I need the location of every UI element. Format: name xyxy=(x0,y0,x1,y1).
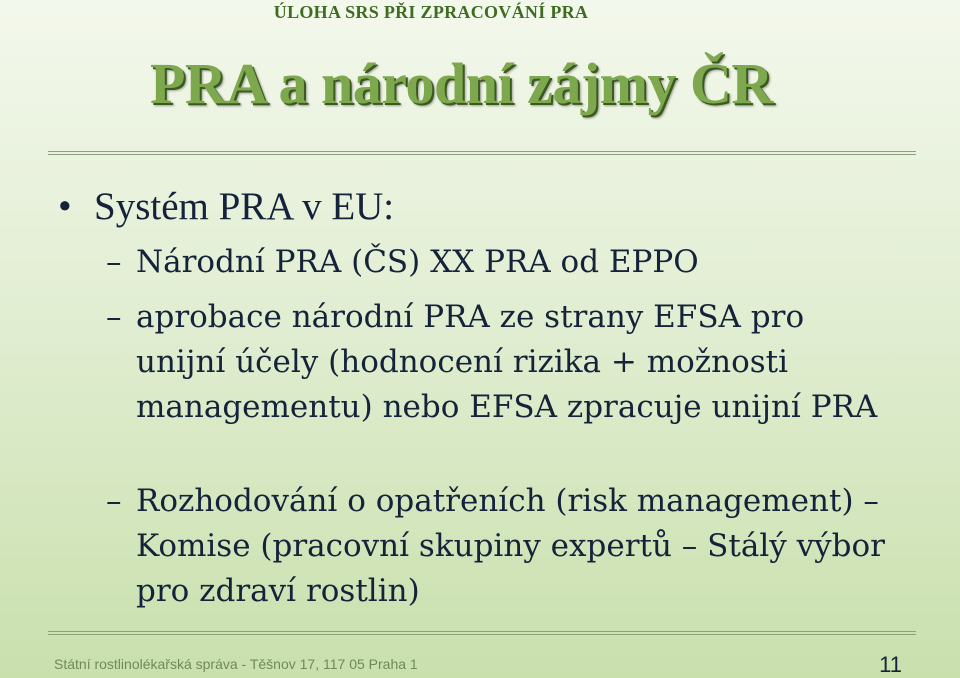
bottom-divider-secondary xyxy=(48,634,916,635)
header-caption: ÚLOHA SRS PŘI ZPRACOVÁNÍ PRA xyxy=(273,2,589,22)
sub-item xyxy=(106,240,896,285)
sub-item xyxy=(106,479,896,614)
bottom-divider xyxy=(48,631,916,632)
dash-symbol: – xyxy=(106,299,122,335)
footer-text: Státní rostlinolékařská správa - Těšnov 17, 117 05 Praha 1 xyxy=(54,656,418,672)
sub-item xyxy=(106,295,896,430)
top-divider-secondary xyxy=(48,154,916,155)
top-divider xyxy=(48,151,916,152)
main-bullet xyxy=(58,184,394,229)
bullet-symbol: • xyxy=(58,185,72,228)
sub-item-text: Národní PRA (ČS) XX PRA od EPPO xyxy=(136,244,699,280)
slide-title: PRA a národní zájmy ČR xyxy=(150,51,773,116)
dash-symbol: – xyxy=(106,244,122,280)
sub-item-text: Rozhodování o opatřeních (risk management) – Komise (pracovní skupiny expertů – Stálý výbor pro zdraví rostlin) xyxy=(136,483,885,609)
bullet-heading: Systém PRA v EU: xyxy=(94,185,395,228)
dash-symbol: – xyxy=(106,483,122,519)
sub-item-text: aprobace národní PRA ze strany EFSA pro unijní účely (hodnocení rizika + možnosti managementu) nebo EFSA zpracuje unijní PRA xyxy=(136,299,878,425)
page-number: 11 xyxy=(879,652,902,677)
